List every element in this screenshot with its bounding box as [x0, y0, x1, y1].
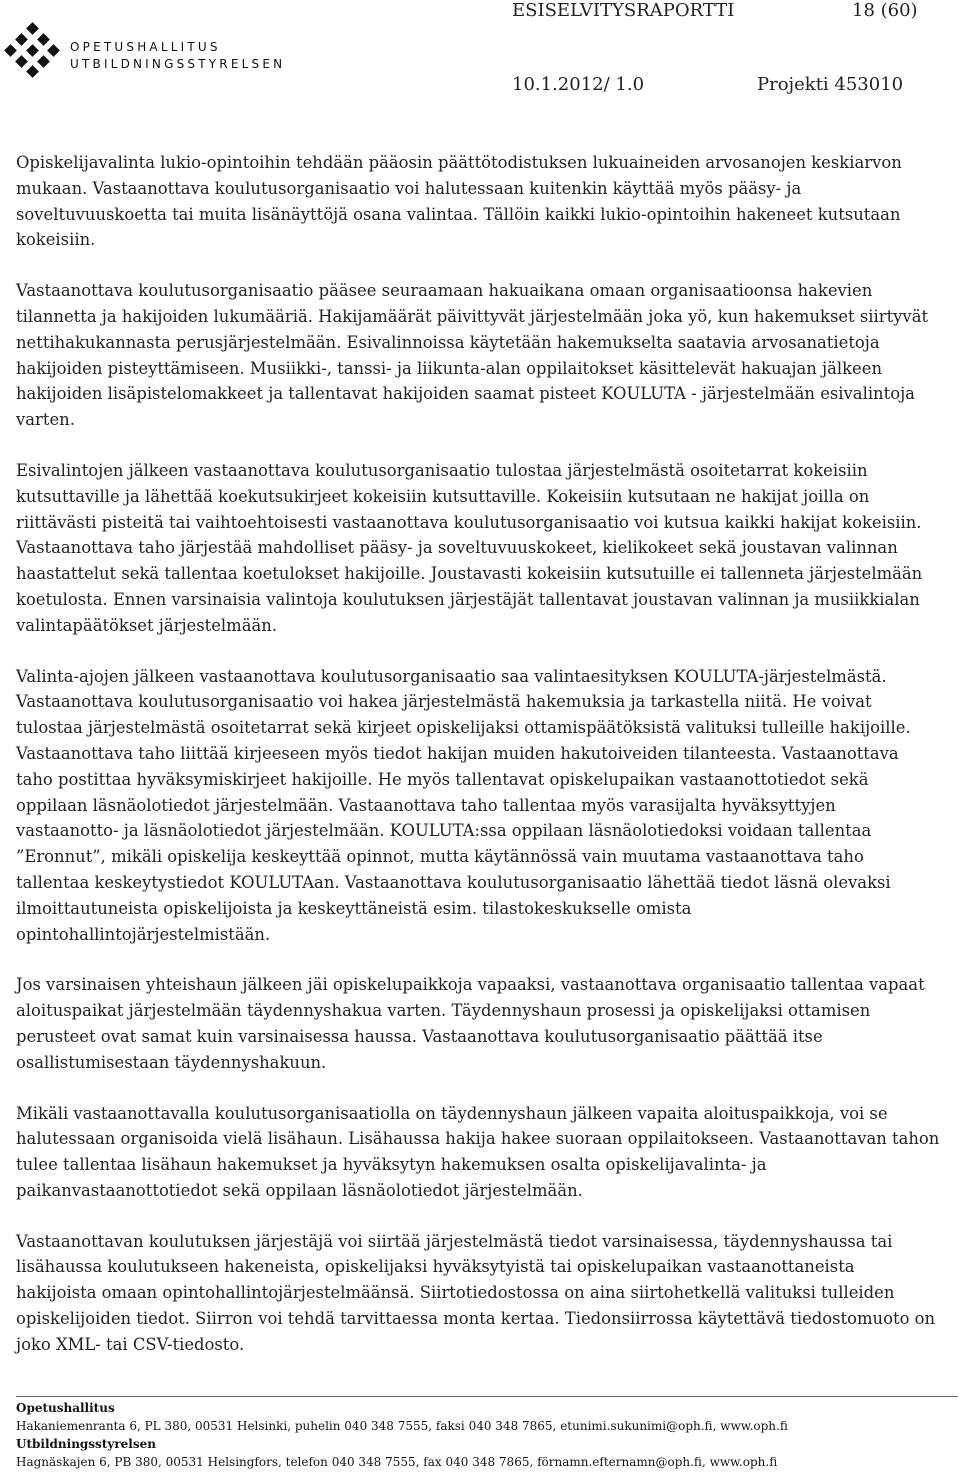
footer-divider [16, 1396, 958, 1397]
logo-text-swedish: UTBILDNINGSSTYRELSEN [70, 57, 286, 71]
project-number: Projekti 453010 [757, 74, 904, 95]
footer-org-swedish: Utbildningsstyrelsen [16, 1437, 156, 1451]
footer-address-finnish: Hakaniemenranta 6, PL 380, 00531 Helsinki, puhelin 040 348 7555, faksi 040 348 7865, etunimi.sukunimi@oph.fi, www.oph.fi [16, 1419, 788, 1433]
page-number: 18 (60) [852, 0, 918, 21]
footer-org-finnish: Opetushallitus [16, 1401, 115, 1415]
paragraph: Esivalintojen jälkeen vastaanottava koulutusorganisaatio tulostaa järjestelmästä osoitetarrat kokeisiin kutsuttaville ja lähettää koekutsukirjeet kokeisiin kutsuttaville. Kokeisiin kutsutaan ne hakijat joilla on riittävästi pisteitä tai vaihtoehtoisesti vastaanottava koulutusorganisaatio voi kutsua kaikki hakijat kokeisiin. Vastaanottava taho järjestää mahdolliset pääsy- ja soveltuvuuskokeet, kielikokeet sekä joustavan valinnan haastattelut sekä tallentaa koetulokset hakijoille. Joustavasti kokeisiin kutsutuille ei tallenneta järjestelmään koetulosta. Ennen varsinaisia valintoja koulutuksen järjestäjät tallentavat joustavan valinnan ja musiikkialan valintapäätökset järjestelmään. [16, 460, 923, 635]
document-body [16, 150, 940, 1383]
logo-text-finnish: OPETUSHALLITUS [70, 40, 221, 54]
paragraph: Jos varsinaisen yhteishaun jälkeen jäi opiskelupaikkoja vapaaksi, vastaanottava organisaatio tallentaa vapaat aloituspaikat järjestelmään täydennyshakua varten. Täydennyshaun prosessi ja opiskelijaksi ottamisen perusteet ovat samat kuin varsinaisessa haussa. Vastaanottava koulutusorganisaatio päättää itse osallistumisestaan täydennyshakuun. [16, 975, 925, 1072]
paragraph: Opiskelijavalinta lukio-opintoihin tehdään pääosin päättötodistuksen lukuaineiden arvosanojen keskiarvon mukaan. Vastaanottava koulutusorganisaatio voi halutessaan kuitenkin käyttää myös pääsy- ja soveltuvuuskoetta tai muita lisänäyttöjä osana valintaa. Tällöin kaikki lukio-opintoihin hakeneet kutsutaan kokeisiin. [16, 153, 902, 250]
date-version: 10.1.2012/ 1.0 [512, 74, 645, 95]
paragraph: Vastaanottavan koulutuksen järjestäjä voi siirtää järjestelmästä tiedot varsinaisessa, täydennyshaussa tai lisähaussa koulutukseen hakeneista, opiskelijaksi hyväksytyistä tai opiskelupaikan vastaanottaneista hakijoista omaan opintohallintojärjestelmäänsä. Siirtotiedostossa on aina siirtohetkellä valituksi tulleiden opiskelijoiden tiedot. Siirron voi tehdä tarvittaessa monta kertaa. Tiedonsiirrossa käytettävä tiedostomuoto on joko XML- tai CSV-tiedosto. [16, 1231, 936, 1354]
report-title: ESISELVITYSRAPORTTI [512, 0, 735, 21]
paragraph: Vastaanottava koulutusorganisaatio pääsee seuraamaan hakuaikana omaan organisaatioonsa hakevien tilannetta ja hakijoiden lukumääriä. Hakijamäärät päivittyvät järjestelmään joka yö, kun hakemukset siirtyvät nettihakukannasta perusjärjestelmään. Esivalinnoissa käytetään hakemukselta saatavia arvosanatietoja hakijoiden pisteyttämiseen. Musiikki-, tanssi- ja liikunta-alan oppilaitokset käsittelevät hakuajan jälkeen hakijoiden lisäpistelomakkeet ja tallentavat hakijoiden saamat pisteet KOULUTA - järjestelmään esivalintoja varten. [16, 281, 929, 430]
diamond-grid-logo-icon [4, 22, 60, 78]
paragraph: Valinta-ajojen jälkeen vastaanottava koulutusorganisaatio saa valintaesityksen KOULUTA-järjestelmästä. Vastaanottava koulutusorganisaatio voi hakea järjestelmästä hakemuksia ja tarkastella niitä. He voivat tulostaa järjestelmästä osoitetarrat sekä kirjeet opiskelijaksi ottamispäätöksistä valituksi tulleille hakijoille. Vastaanottava taho liittää kirjeeseen myös tiedot hakijan muiden hakutoiveiden tilanteesta. Vastaanottava taho postittaa hyväksymiskirjeet hakijoille. He myös tallentavat opiskelupaikan vastaanottotiedot sekä oppilaan läsnäolotiedot järjestelmään. Vastaanottava taho tallentaa myös varasijalta hyväksyttyjen vastaanotto- ja läsnäolotiedot järjestelmään. KOULUTA:ssa oppilaan läsnäolotiedoksi voidaan tallentaa ”Eronnut”, mikäli opiskelija keskeyttää opinnot, mutta käytännössä vain muutama vastaanottava taho tallentaa keskeytystiedot KOULUTAan. Vastaanottava koulutusorganisaatio lähettää tiedot läsnä olevaksi ilmoittautuneista opiskelijoista ja keskeyttäneistä esim. tilastokeskukselle omista opintohallintojärjestelmistään. [16, 666, 911, 944]
footer-address-swedish: Hagnäskajen 6, PB 380, 00531 Helsingfors, telefon 040 348 7555, fax 040 348 7865, förnamn.efternamn@oph.fi, www.oph.fi [16, 1455, 778, 1469]
footer [16, 1399, 946, 1471]
paragraph: Mikäli vastaanottavalla koulutusorganisaatiolla on täydennyshaun jälkeen vapaita aloituspaikkoja, voi se halutessaan organisoida vielä lisähaun. Lisähaussa hakija hakee suoraan oppilaitokseen. Vastaanottavan tahon tulee tallentaa lisähaun hakemukset ja hyväksytyn hakemuksen osalta opiskelijavalinta- ja paikanvastaanottotiedot sekä oppilaan läsnäolotiedot järjestelmään. [16, 1103, 940, 1200]
